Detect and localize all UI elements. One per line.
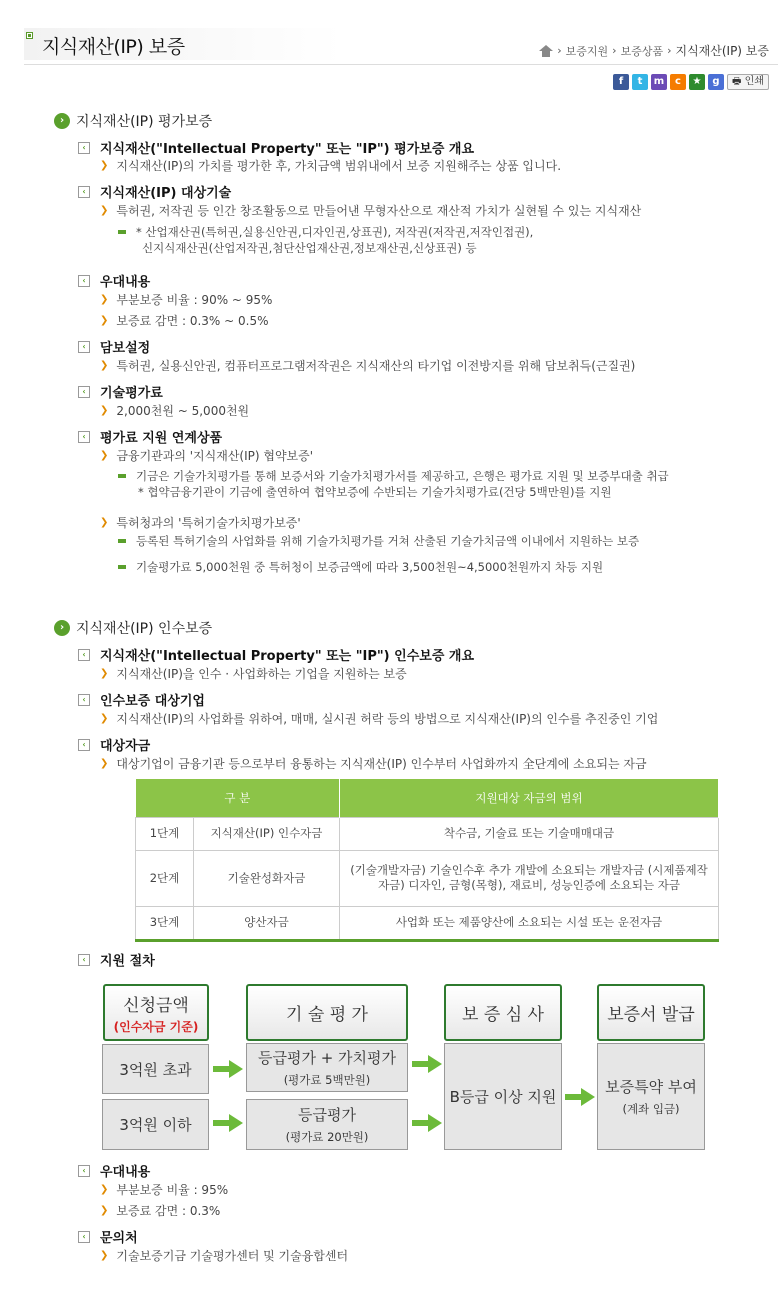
flow-box-issue: 보증특약 부여 (계좌 입금): [597, 1043, 705, 1150]
list-item: ❯ 부분보증 비율 : 90% ~ 95%: [100, 293, 273, 307]
list-subitem: 기금은 기술가치평가를 통해 보증서와 기술가치평가서를 제공하고, 은행은 평가료 지원 및 보증부대출 취급 * 협약금융기관이 기금에 출연하여 협약보증에 수반되는 기술가치평가료(건당 5백만원)를 지원: [118, 468, 669, 500]
flow-header-eval: 기 술 평 가: [246, 984, 408, 1041]
list-item: ❯ 보증료 감면 : 0.3% ~ 0.5%: [100, 314, 269, 328]
google-icon[interactable]: g: [708, 74, 724, 90]
subsection-title: ‹ 기술평가료: [78, 382, 163, 401]
divider: [24, 64, 778, 65]
flow-header-amount: 신청금액 (인수자금 기준): [103, 984, 209, 1041]
list-item: ❯ 기술보증기금 기술평가센터 및 기술융합센터: [100, 1249, 349, 1263]
flow-box-eval2: 등급평가 (평가료 20만원): [246, 1099, 408, 1150]
subsection-title: ‹ 지식재산("Intellectual Property" 또는 "IP") 인수보증 개요: [78, 645, 474, 664]
square-arrow-icon: ‹: [78, 142, 90, 154]
arrow-right-icon: [412, 1055, 442, 1073]
fund-table: [135, 779, 719, 942]
arrow-right-icon: [412, 1114, 442, 1132]
list-subitem: 등록된 특허기술의 사업화를 위해 기술가치평가를 거쳐 산출된 기술가치금액 이내에서 지원하는 보증: [118, 533, 639, 549]
breadcrumb: › 보증지원 › 보증상품 › 지식재산(IP) 보증: [539, 42, 769, 59]
flow-header-issue: 보증서 발급: [597, 984, 705, 1041]
subsection-title: ‹ 우대내용: [78, 1161, 150, 1180]
square-arrow-icon: ‹: [78, 1231, 90, 1243]
cyworld-icon[interactable]: c: [670, 74, 686, 90]
square-arrow-icon: ‹: [78, 1165, 90, 1177]
caret-icon: ❯: [100, 1205, 109, 1216]
list-subitem: * 산업재산권(특허권,실용신안권,디자인권,상표권), 저작권(저작권,저작인접권), 신지식재산권(산업저작권,첨단산업재산권,정보재산권,신상표권) 등: [118, 224, 533, 256]
share-bar: [613, 74, 769, 90]
caret-icon: ❯: [100, 405, 109, 416]
square-arrow-icon: ‹: [78, 341, 90, 353]
subsection-title: ‹ 문의처: [78, 1227, 138, 1246]
list-item: ❯ 특허청과의 '특허기술가치평가보증': [100, 516, 301, 530]
subsection-title: ‹ 담보설정: [78, 337, 150, 356]
print-button[interactable]: 🖶 인쇄: [727, 74, 769, 90]
arrow-circle-icon: ›: [54, 620, 70, 636]
table-row: 2단계 기술완성화자금 (기술개발자금) 기술인수후 추가 개발에 소요되는 개발자금 (시제품제작자금) 디자인, 금형(목형), 재료비, 성능인증에 소요되는 자금: [136, 850, 719, 906]
caret-icon: ❯: [100, 713, 109, 724]
list-subitem: 기술평가료 5,000천원 중 특허청이 보증금액에 따라 3,500천원~4,5000천원까지 차등 지원: [118, 559, 603, 575]
caret-icon: ❯: [100, 450, 109, 461]
arrow-right-icon: [213, 1114, 243, 1132]
flow-header-review: 보 증 심 사: [444, 984, 562, 1041]
dash-icon: [118, 539, 126, 543]
caret-icon: ❯: [100, 315, 109, 326]
subsection-title: ‹ 지식재산("Intellectual Property" 또는 "IP") 평가보증 개요: [78, 138, 474, 157]
subsection-title: ‹ 지원 절차: [78, 950, 155, 969]
list-item: ❯ 대상기업이 금융기관 등으로부터 융통하는 지식재산(IP) 인수부터 사업화까지 全단계에 소요되는 자금: [100, 757, 647, 771]
flow-box-review: B등급 이상 지원: [444, 1043, 562, 1150]
caret-icon: ❯: [100, 160, 109, 171]
dash-icon: [118, 565, 126, 569]
list-item: ❯ 특허권, 실용신안권, 컴퓨터프로그램저작권은 지식재산의 타기업 이전방지를 위해 담보취득(근질권): [100, 359, 636, 373]
facebook-icon[interactable]: f: [613, 74, 629, 90]
list-item: ❯ 금융기관과의 '지식재산(IP) 협약보증': [100, 449, 314, 463]
me2day-icon[interactable]: m: [651, 74, 667, 90]
square-arrow-icon: ‹: [78, 954, 90, 966]
caret-icon: ❯: [100, 668, 109, 679]
caret-icon: ❯: [100, 360, 109, 371]
breadcrumb-item[interactable]: 보증지원: [565, 44, 609, 58]
square-arrow-icon: ‹: [78, 694, 90, 706]
subsection-title: ‹ 평가료 지원 연계상품: [78, 427, 222, 446]
table-row: 3단계 양산자금 사업화 또는 제품양산에 소요되는 시설 또는 운전자금: [136, 906, 719, 940]
breadcrumb-current: 지식재산(IP) 보증: [675, 44, 769, 58]
dash-icon: [118, 230, 126, 234]
square-arrow-icon: ‹: [78, 275, 90, 287]
flow-box-eval1: 등급평가 + 가치평가 (평가료 5백만원): [246, 1043, 408, 1092]
table-header: 지원대상 자금의 범위: [340, 779, 719, 817]
square-arrow-icon: ‹: [78, 186, 90, 198]
dash-icon: [118, 474, 126, 478]
square-arrow-icon: ‹: [78, 739, 90, 751]
list-item: ❯ 지식재산(IP)을 인수 · 사업화하는 기업을 지원하는 보증: [100, 667, 407, 681]
square-arrow-icon: ‹: [78, 649, 90, 661]
home-icon[interactable]: [539, 45, 553, 57]
list-item: ❯ 2,000천원 ~ 5,000천원: [100, 404, 250, 418]
flow-box-under: 3억원 이하: [102, 1099, 209, 1150]
subsection-title: ‹ 인수보증 대상기업: [78, 690, 205, 709]
star-icon[interactable]: ★: [689, 74, 705, 90]
section-title: › 지식재산(IP) 평가보증: [54, 111, 212, 131]
list-item: ❯ 보증료 감면 : 0.3%: [100, 1204, 221, 1218]
caret-icon: ❯: [100, 1184, 109, 1195]
caret-icon: ❯: [100, 758, 109, 769]
section-title: › 지식재산(IP) 인수보증: [54, 618, 212, 638]
page-title: 지식재산(IP) 보증: [42, 36, 185, 58]
list-item: ❯ 부분보증 비율 : 95%: [100, 1183, 229, 1197]
caret-icon: ❯: [100, 517, 109, 528]
square-arrow-icon: ‹: [78, 386, 90, 398]
subsection-title: ‹ 우대내용: [78, 271, 150, 290]
arrow-circle-icon: ›: [54, 113, 70, 129]
title-bullet-icon: [26, 32, 33, 39]
caret-icon: ❯: [100, 294, 109, 305]
arrow-right-icon: [213, 1060, 243, 1078]
flow-box-over: 3억원 초과: [102, 1044, 209, 1094]
list-item: ❯ 지식재산(IP)의 가치를 평가한 후, 가치금액 범위내에서 보증 지원해주는 상품 입니다.: [100, 159, 562, 173]
page-title-bar: [24, 28, 342, 60]
breadcrumb-item[interactable]: 보증상품: [620, 44, 664, 58]
twitter-icon[interactable]: t: [632, 74, 648, 90]
square-arrow-icon: ‹: [78, 431, 90, 443]
caret-icon: ❯: [100, 205, 109, 216]
arrow-right-icon: [565, 1088, 595, 1106]
caret-icon: ❯: [100, 1250, 109, 1261]
list-item: ❯ 특허권, 저작권 등 인간 창조활동으로 만들어낸 무형자산으로 재산적 가치가 실현될 수 있는 지식재산: [100, 204, 642, 218]
subsection-title: ‹ 지식재산(IP) 대상기술: [78, 182, 231, 201]
table-row: 1단계 지식재산(IP) 인수자금 착수금, 기술료 또는 기술매매대금: [136, 817, 719, 850]
list-item: ❯ 지식재산(IP)의 사업화를 위하여, 매매, 실시권 허락 등의 방법으로 지식재산(IP)의 인수를 추진중인 기업: [100, 712, 659, 726]
table-header: 구 분: [136, 779, 340, 817]
subsection-title: ‹ 대상자금: [78, 735, 150, 754]
